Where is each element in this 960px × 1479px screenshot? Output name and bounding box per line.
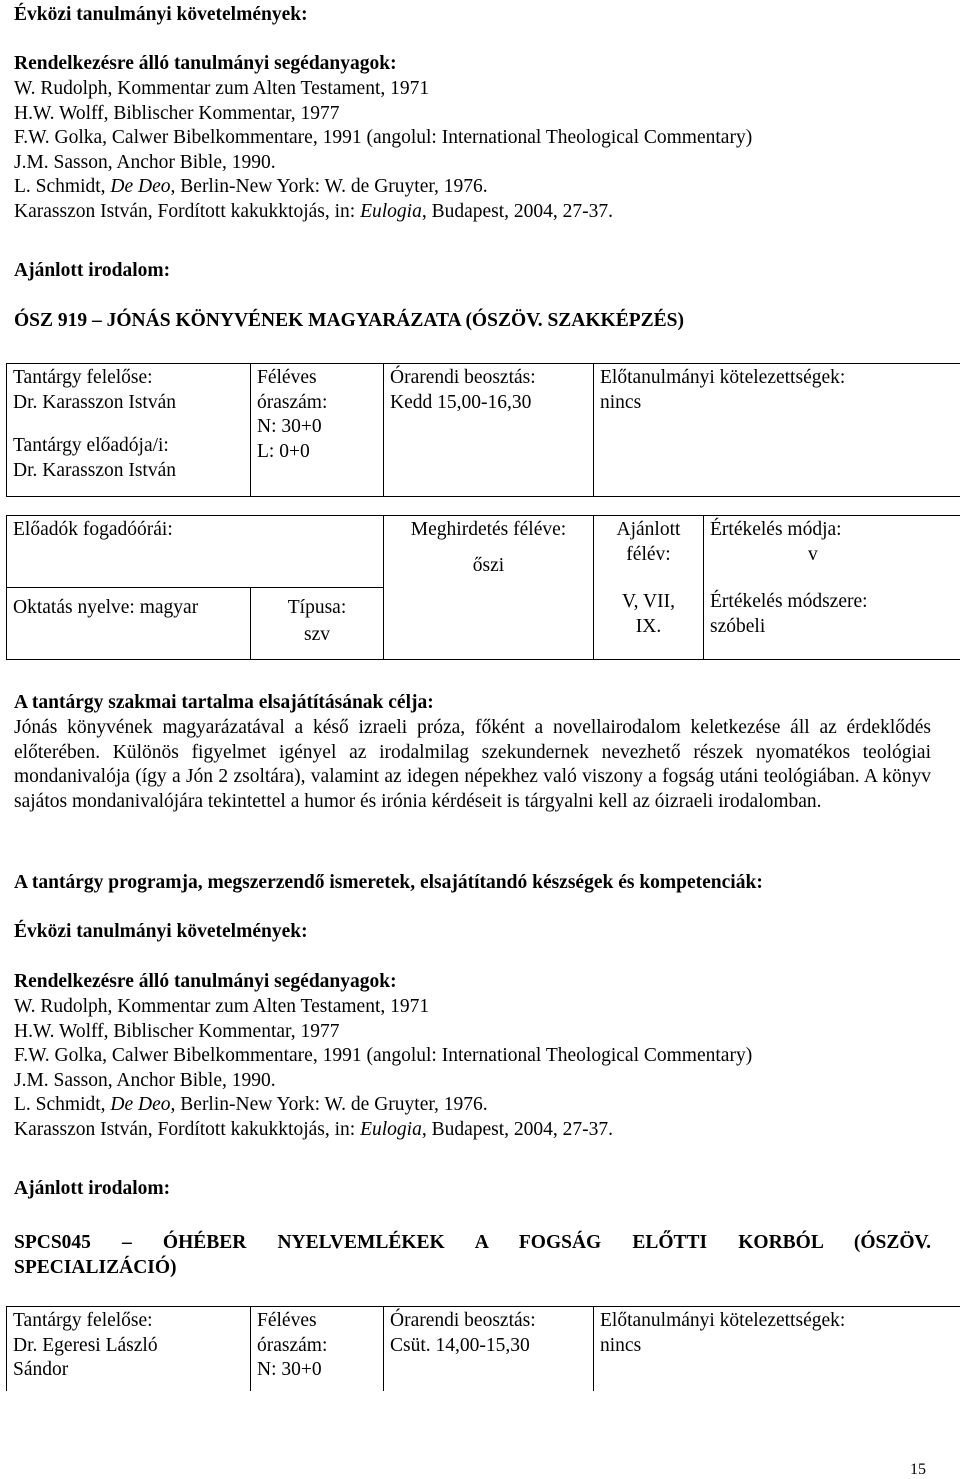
reference-text: F.W. Golka, Calwer Bibelkommentare, 1991 (angolul: International Theological Commentary): [14, 1045, 753, 1066]
reference-item: [14, 200, 613, 224]
tipus-value: szv: [304, 623, 330, 645]
ertekeles-cell: [704, 516, 960, 660]
ajanlott-heading: Ajánlott irodalom:: [14, 260, 171, 281]
ajanlott-felev-value-2: IX.: [635, 615, 662, 637]
ert-modja-value: v: [808, 543, 818, 565]
course-info-table: [6, 363, 960, 497]
reference-italic-title: Eulogia: [360, 1118, 422, 1140]
ajanlott-felev-label-1: Ajánlott: [616, 519, 681, 540]
felelos-cell: [7, 364, 251, 497]
elotan-label: Előtanulmányi kötelezettségek:: [600, 367, 846, 388]
reference-item: [14, 1020, 340, 1044]
nyelv-value: Oktatás nyelve: magyar: [13, 597, 199, 618]
reference-text-tail: , Budapest, 2004, 27-37.: [421, 200, 614, 222]
felelos-label: Tantárgy felelőse:: [13, 367, 153, 388]
reference-item: [14, 1044, 752, 1068]
reference-text-tail: , Berlin-New York: W. de Gruyter, 1976.: [170, 176, 488, 197]
reference-text: J.M. Sasson, Anchor Bible, 1990.: [14, 1069, 276, 1091]
course2-info-table: [6, 1306, 960, 1391]
meghird-value: őszi: [472, 554, 505, 576]
c2-felelos-value-2: Sándor: [13, 1359, 69, 1380]
ert-modszere-label: Értékelés módszere:: [710, 591, 868, 612]
reference-item: [14, 151, 276, 175]
reference-text-tail: , Berlin-New York: W. de Gruyter, 1976.: [170, 1094, 488, 1115]
reference-item: [14, 995, 429, 1019]
reference-text: J.M. Sasson, Anchor Bible, 1990.: [14, 151, 276, 173]
ajanlott-heading-2: Ajánlott irodalom:: [14, 1178, 171, 1199]
orarendi-value: Kedd 15,00-16,30: [390, 391, 532, 413]
meghird-label: Meghirdetés féléve:: [410, 519, 567, 540]
reference-text: W. Rudolph, Kommentar zum Alten Testament, 1971: [14, 78, 430, 99]
eloado-value: Dr. Karasszon István: [13, 459, 176, 481]
course-title: ÓSZ 919 – JÓNÁS KÖNYVÉNEK MAGYARÁZATA (ÓSZÖV. SZAKKÉPZÉS): [14, 310, 684, 331]
orarendi-cell: [384, 364, 594, 497]
tipus-label: Típusa:: [287, 597, 347, 618]
c2-felelos-value-1: Dr. Egeresi László: [13, 1334, 158, 1356]
reference-item: [14, 77, 429, 101]
c2-oraszam-cell: [251, 1307, 384, 1391]
reference-text: L. Schmidt,: [14, 1094, 111, 1115]
c2-oraszam-n: N: 30+0: [257, 1359, 322, 1380]
tipus-cell: [251, 588, 384, 660]
ajanlott-felev-value-1: V, VII,: [622, 591, 675, 612]
page-number: 15: [910, 1461, 926, 1478]
elotan-value: nincs: [600, 391, 642, 413]
ajanlott-felev-cell: [594, 516, 704, 660]
reference-text: H.W. Wolff, Biblischer Kommentar, 1977: [14, 102, 340, 124]
c2-orarendi-cell: [384, 1307, 594, 1391]
orarendi-label: Órarendi beosztás:: [390, 367, 536, 388]
ajanlott-felev-label-2: félév:: [626, 543, 671, 565]
oraszam-cell: [251, 364, 384, 497]
cel-heading: A tantárgy szakmai tartalma elsajátításának célja:: [14, 692, 434, 713]
reference-text: Karasszon István, Fordított kakukktojás, in:: [14, 1118, 361, 1140]
reference-item: [14, 1118, 613, 1142]
reference-item: [14, 1069, 276, 1093]
c2-felelos-cell: [7, 1307, 251, 1391]
felelos-value: Dr. Karasszon István: [13, 391, 176, 413]
c2-elotan-value: nincs: [600, 1334, 642, 1356]
program-heading: A tantárgy programja, megszerzendő ismeretek, elsajátítandó készségek és kompetenciák:: [14, 872, 763, 893]
fogado-label: Előadók fogadóórái:: [13, 519, 173, 540]
nyelv-cell: [7, 588, 251, 660]
cel-paragraph: Jónás könyvének magyarázatával a késő izraeli próza, főként a novellairodalom keletkezése áll az érdeklődés előterében. Különös figyelmet igényel az irodalmilag szekundernek nevezhető részek nyomatékos teológiai mondanivalója (így a Jón 2 zsoltára), valamint az idegen népekhez való viszony a fogság utáni teológiában. A könyv sajátos mondanivalójára tekintettel a humor és irónia kérdéseit is tárgyalni kell az óizraeli irodalomban.: [14, 717, 931, 812]
feleves-label: Féléves: [257, 367, 317, 388]
c2-elotan-cell: [594, 1307, 960, 1391]
c2-felelos-label: Tantárgy felelőse:: [13, 1310, 153, 1331]
reference-italic-title: De Deo: [110, 1094, 171, 1115]
segedanyag-heading: Rendelkezésre álló tanulmányi segédanyagok:: [14, 53, 397, 74]
reference-text-tail: , Budapest, 2004, 27-37.: [421, 1118, 614, 1140]
reference-italic-title: De Deo: [110, 176, 171, 197]
elotan-cell: [594, 364, 960, 497]
reference-text: F.W. Golka, Calwer Bibelkommentare, 1991 (angolul: International Theological Commentary): [14, 127, 753, 148]
c2-orarendi-value: Csüt. 14,00-15,30: [390, 1334, 530, 1356]
evkozi-heading: Évközi tanulmányi követelmények:: [14, 4, 308, 25]
course2-title-line1: SPCS045 – ÓHÉBER NYELVEMLÉKEK A FOGSÁG ELŐTTI KORBÓL (ÓSZÖV.: [14, 1232, 931, 1253]
course-details-table: [6, 515, 960, 660]
oraszam-n: N: 30+0: [257, 416, 322, 437]
reference-item: [14, 102, 340, 126]
reference-item: [14, 1093, 488, 1117]
reference-text: W. Rudolph, Kommentar zum Alten Testament, 1971: [14, 996, 430, 1017]
reference-text: L. Schmidt,: [14, 176, 111, 197]
ert-modszere-value: szóbeli: [710, 615, 766, 637]
oraszam-l: L: 0+0: [257, 440, 310, 462]
eloado-label: Tantárgy előadója/i:: [13, 435, 169, 456]
reference-text: Karasszon István, Fordított kakukktojás, in:: [14, 200, 361, 222]
reference-text: H.W. Wolff, Biblischer Kommentar, 1977: [14, 1020, 340, 1042]
fogado-cell: [7, 516, 384, 588]
segedanyag-heading-2: Rendelkezésre álló tanulmányi segédanyagok:: [14, 971, 397, 992]
c2-elotan-label: Előtanulmányi kötelezettségek:: [600, 1310, 846, 1331]
c2-feleves-label: Féléves: [257, 1310, 317, 1331]
reference-item: [14, 175, 488, 199]
reference-item: [14, 126, 752, 150]
course2-title-line2: SPECIALIZÁCIÓ): [14, 1257, 177, 1278]
ert-modja-label: Értékelés módja:: [710, 519, 842, 540]
c2-orarendi-label: Órarendi beosztás:: [390, 1310, 536, 1331]
reference-italic-title: Eulogia: [360, 200, 422, 222]
c2-oraszam-label: óraszám:: [257, 1334, 328, 1356]
oraszam-label: óraszám:: [257, 391, 328, 413]
evkozi-heading-2: Évközi tanulmányi követelmények:: [14, 921, 308, 942]
meghird-cell: [384, 516, 594, 660]
